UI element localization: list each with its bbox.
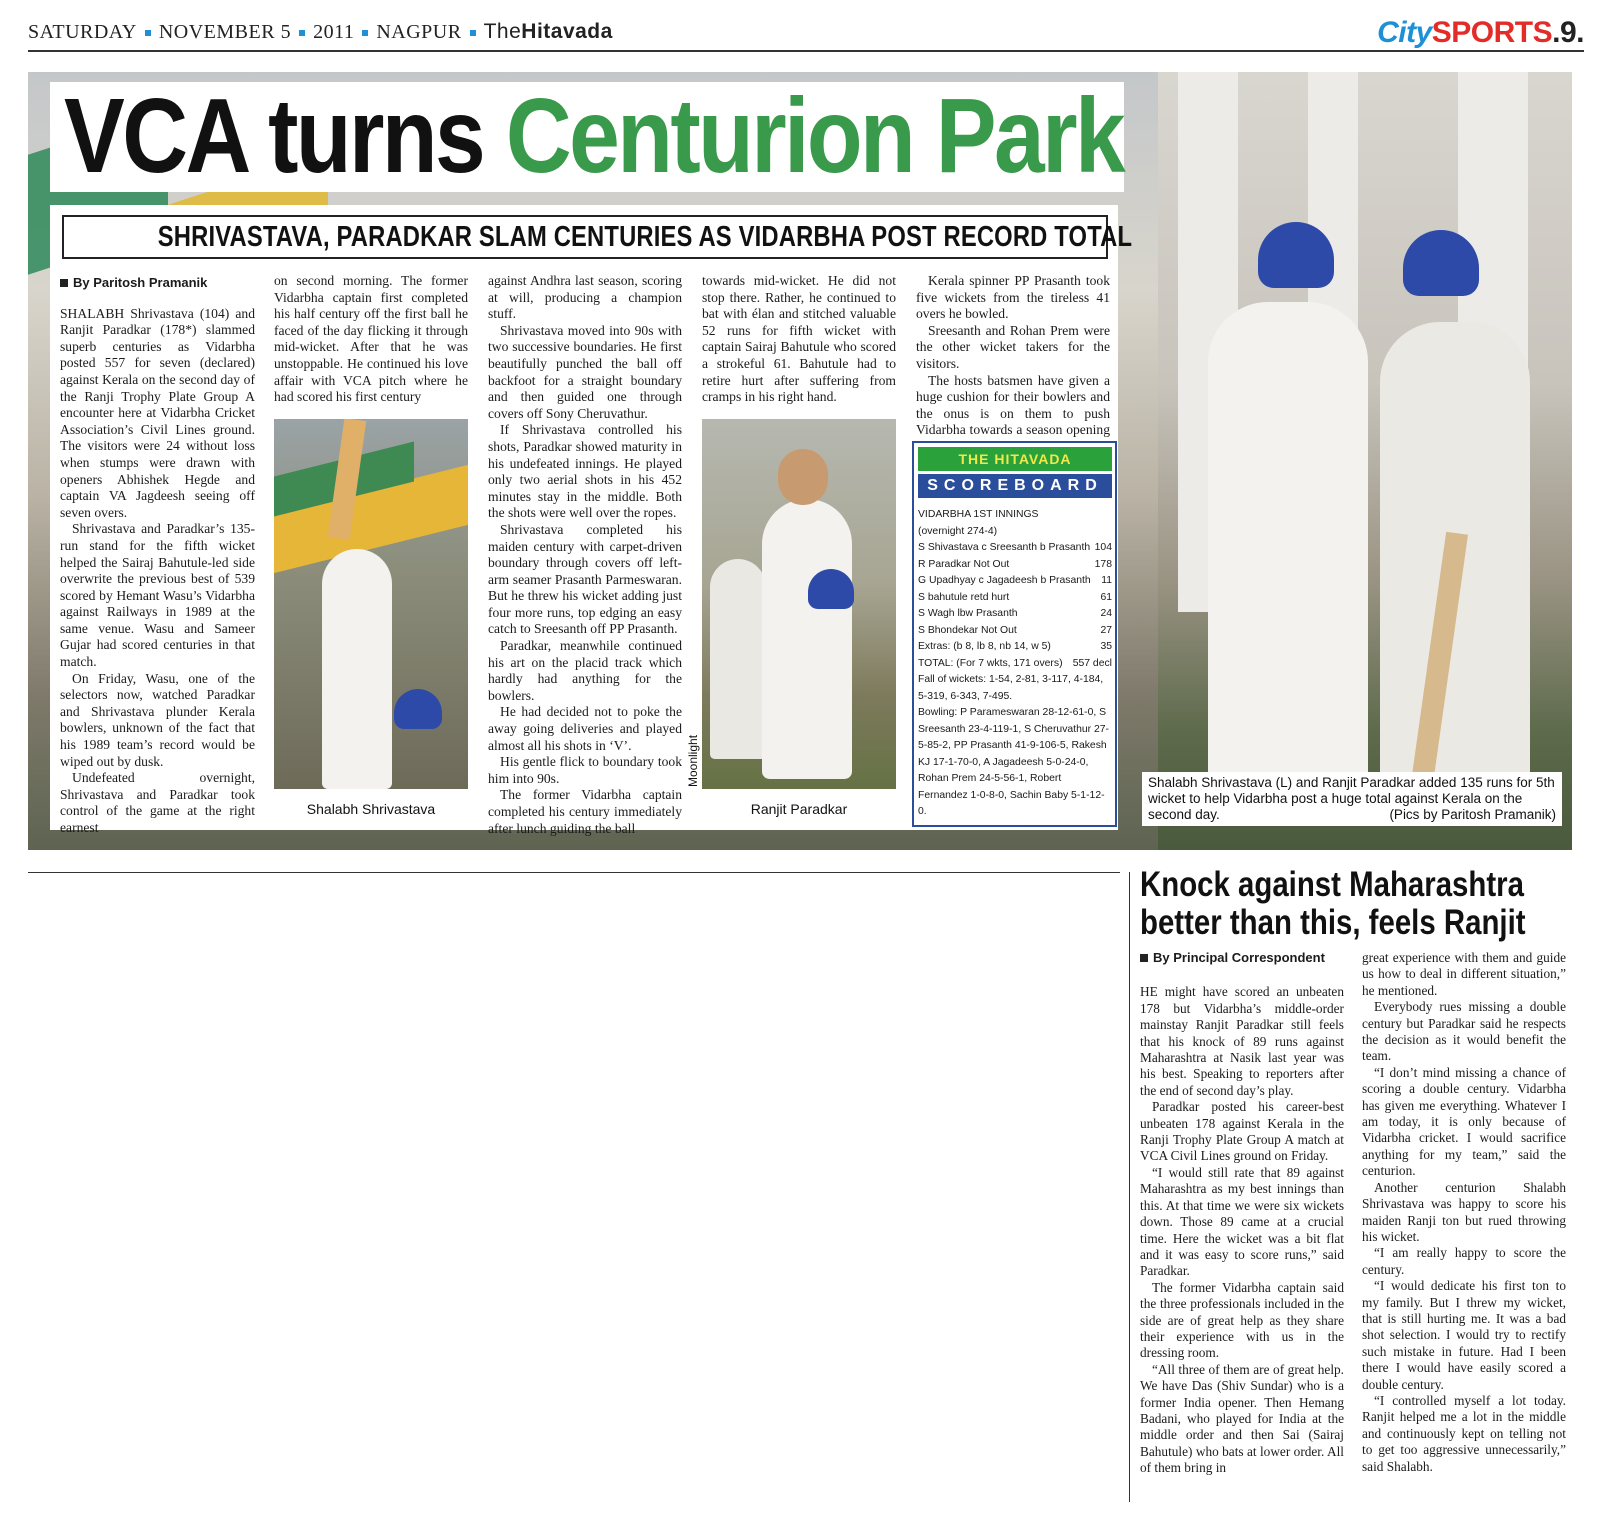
story1-column-2: [274, 273, 468, 406]
batsman-face-shape: [778, 449, 828, 505]
paragraph: Sreesanth and Rohan Prem were the other wicket takers for the visitors.: [916, 322, 1110, 371]
batsman-runs: 11: [1101, 575, 1112, 586]
paragraph: Another centurion Shalabh Shrivastava was happy to score his maiden Ranji ton but rued throwing his wicket.: [1362, 1179, 1566, 1244]
story2-headline-line1: Knock against Maharashtra: [1140, 865, 1524, 904]
story1-column-5: [916, 273, 1110, 456]
batsman-line: S bahutule retd hurt: [918, 591, 1010, 603]
scoreboard-row: [918, 590, 1112, 607]
paragraph: “All three of them are of great help. We have Das (Shiv Sundar) who is a former India opener. Then Hemang Badani, who played for India at the middle order and then Sai (Sairaj Bahutule) who bats at lower order. All of them bring in: [1140, 1361, 1344, 1476]
total-line: TOTAL: (For 7 wkts, 171 overs): [918, 657, 1063, 669]
story2-column-2: [1362, 950, 1566, 1475]
separator-square-icon: [145, 30, 151, 36]
headline: [64, 78, 1123, 195]
fielder-figure: [710, 559, 766, 759]
photo2-caption: Ranjit Paradkar: [750, 801, 848, 817]
story2-headline-line2: better than this, feels Ranjit: [1140, 903, 1526, 942]
main-photo-background: [1158, 72, 1572, 850]
scoreboard-body: [918, 507, 1112, 821]
story-panel: [50, 205, 1133, 836]
total-runs: 557 decl: [1072, 657, 1112, 669]
helmet-icon: [808, 569, 854, 609]
photo-shalabh-shrivastava: [274, 419, 468, 789]
batsman-figure: [322, 549, 392, 789]
batsman-line: S Bhondekar Not Out: [918, 624, 1017, 636]
separator-square-icon: [470, 30, 476, 36]
batsman-figure: [762, 499, 852, 779]
scoreboard-title: SCOREBOARD: [918, 474, 1112, 498]
paragraph: “I don’t mind missing a chance of scoring a double century. Vidarbha has given me everything. Whatever I am today, it is only because of Vidarbha cricket. I would sacrifice anything for my team,” said the centurion.: [1362, 1064, 1566, 1179]
paragraph: “I would still rate that 89 against Maharashtra as my best innings than this. At that time we were six wickets down. Those 89 came at a crucial time. Here the wicket was a bit flat and it was easy to score runs,” said Paradkar.: [1140, 1164, 1344, 1279]
paragraph: The former Vidarbha captain said the three professionals included in the side are of great help as they share their experience with us in the dressing room.: [1140, 1279, 1344, 1361]
story1-byline: [60, 275, 255, 292]
paragraph: Kerala spinner PP Prasanth took five wickets from the tireless 41 overs he bowled.: [916, 273, 1110, 322]
subhead-box: [62, 215, 1133, 259]
batsman-runs: 104: [1094, 542, 1112, 553]
paragraph: Paradkar posted his career-best unbeaten 178 against Kerala in the Ranji Trophy Plate Group A match at VCA Civil Lines ground on Friday.: [1140, 1099, 1344, 1164]
story1-column-1: [60, 275, 255, 837]
helmet-icon: [1258, 222, 1334, 288]
paragraph: Everybody rues missing a double century but Paradkar said he respects the decision as it would benefit the team.: [1362, 999, 1566, 1064]
story1-column-4: [702, 273, 896, 406]
helmet-icon: [1403, 230, 1479, 296]
paper-prefix: The: [483, 20, 522, 43]
date-line: [28, 20, 613, 44]
scoreboard-row: [918, 606, 1112, 623]
paragraph: Shrivastava and Paradkar’s 135-run stand for the fifth wicket helped the Sairaj Bahutule-led side overwrite the previous best of 539 scored by Hemant Wasu’s Vidarbha against Railways in 1989 at the same venue. Wasu and Sameer Gujar had scored centuries in that match.: [60, 521, 255, 670]
headline-part1: VCA turns: [64, 77, 484, 195]
divider-rule: [28, 872, 1120, 873]
headline-box: [50, 77, 1124, 195]
extras-line: Extras: (b 8, lb 8, nb 14, w 5): [918, 641, 1051, 652]
batsman-runs: 61: [1100, 591, 1112, 603]
page-number: .9.: [1552, 16, 1584, 49]
paragraph: Shrivastava completed his maiden century with carpet-driven boundary through covers off left-arm seamer Prasanth Parmeswaran. But he threw his wicket adding just four more runs, top edging an easy catch to Sreesanth off PP Prasanth.: [488, 521, 682, 637]
scoreboard-overnight: (overnight 274-4): [918, 525, 998, 537]
story2-column-1: [1140, 950, 1344, 1477]
main-photo-caption: [1142, 772, 1562, 826]
scoreboard-row: [918, 573, 1112, 590]
extras-runs: 35: [1100, 641, 1112, 652]
section-tag: [1377, 16, 1584, 50]
paragraph: If Shrivastava controlled his shots, Paradkar showed maturity in his undefeated innings. He played only two aerial shots in his 452 minutes stay in the middle. Both the shots were well over the ropes.: [488, 422, 682, 521]
scoreboard-innings: VIDARBHA 1ST INNINGS: [918, 509, 1039, 520]
paragraph: On Friday, Wasu, one of the selectors now, watched Paradkar and Shrivastava plunder Kerala bowlers, unknown of the fact that his 1989 team’s record would be wiped out by dusk.: [60, 670, 255, 769]
separator-square-icon: [299, 30, 305, 36]
batsman-figure-left: [1208, 302, 1368, 822]
paragraph: His gentle flick to boundary took him into 90s.: [488, 754, 682, 786]
batsman-runs: 178: [1094, 558, 1112, 570]
scoreboard: [912, 441, 1117, 827]
batsman-line: S Wagh lbw Prasanth: [918, 608, 1018, 619]
scoreboard-row: [918, 639, 1112, 656]
byline-square-icon: [1140, 954, 1148, 962]
scoreboard-row: [918, 623, 1112, 640]
paragraph: towards mid-wicket. He did not stop there. Rather, he continued to bat with élan and stitched valuable 52 runs for fifth wicket with captain Sairaj Bahutule who scored a strokeful 61. Bahutule had to retire hurt after suffering from cramps in his right hand.: [702, 273, 896, 405]
column-divider: [1129, 872, 1130, 1502]
paragraph: “I would dedicate his first ton to my family. But I threw my wicket, that is still hurting me. It was a bad shot selection. I would try to rectify such mistake in future. Had I been there I would have easily scored a double century.: [1362, 1278, 1566, 1392]
story1-byline-text: By Paritosh Pramanik: [73, 275, 208, 290]
paragraph: The hosts batsmen have given a huge cushion for their bowlers and the onus is on them to push Vidarbha towards a season opening: [916, 372, 1110, 438]
story2-headline: [1140, 865, 1526, 942]
paragraph: Shrivastava moved into 90s with two successive boundaries. He first beautifully punched the ball off backfoot for a straight boundary and then guided one through covers off Sony Cheruvathur.: [488, 322, 682, 421]
byline-square-icon: [60, 279, 68, 287]
section-sports: SPORTS: [1431, 16, 1553, 49]
paragraph: SHALABH Shrivastava (104) and Ranjit Paradkar (178*) slammed superb centuries as Vidarbha posted 557 for seven (declared) against Kerala on the second day of the Ranji Trophy Plate Group A encounter here at Vidarbha Cricket Association’s Civil Lines ground. The visitors were 24 without loss when stumps were drawn with openers Abhishek Hegde and captain VA Jagdeesh seeing off seven overs.: [60, 305, 255, 520]
paper-name: [484, 20, 613, 43]
masthead-date: NOVEMBER 5: [158, 21, 292, 43]
scoreboard-brand: THE HITAVADA: [918, 447, 1112, 471]
masthead-year: 2011: [313, 21, 355, 43]
separator-square-icon: [362, 30, 368, 36]
section-city: City: [1377, 16, 1432, 49]
bowling-figures: Bowling: P Parameswaran 28-12-61-0, S Sreesanth 23-4-119-1, S Cheruvathur 27-5-85-2, PP Prasanth 41-9-106-5, Rakesh KJ 17-1-70-0, A Jagadeesh 5-0-24-0, Rohan Prem 24-5-56-1, Robert Fernandez 1-0-8-0, Sachin Baby 5-1-12-0.: [918, 707, 1109, 817]
paragraph: against Andhra last season, scoring at will, producing a champion stuff.: [488, 273, 682, 322]
batsman-runs: 24: [1100, 608, 1112, 619]
scoreboard-row: [918, 557, 1112, 574]
paragraph: The former Vidarbha captain completed his century immediately after lunch guiding the ball: [488, 787, 682, 836]
paragraph: “I am really happy to score the century.: [1362, 1245, 1566, 1277]
helmet-icon: [394, 689, 442, 729]
story2-byline-text: By Principal Correspondent: [1153, 950, 1325, 965]
paragraph: He had decided not to poke the away going deliveries and played almost all his shots in ‘V’.: [488, 704, 682, 753]
paragraph: great experience with them and guide us how to deal in different situation,” he mentioned.: [1362, 950, 1566, 998]
scoreboard-row: [918, 656, 1112, 673]
fall-of-wickets: Fall of wickets: 1-54, 2-81, 3-117, 4-184, 5-319, 6-343, 7-495.: [918, 674, 1104, 702]
story2-byline: [1140, 950, 1344, 966]
main-caption-text: Shalabh Shrivastava (L) and Ranjit Paradkar added 135 runs for 5th wicket to help Vidarbha post a huge total against Kerala on the second day.: [1148, 775, 1555, 822]
photo-ranjit-paradkar: [702, 419, 896, 789]
paragraph: on second morning. The former Vidarbha captain first completed his half century off the first ball he faced of the day flicking it through mid-wicket. After that he was unstoppable. He continued his love affair with VCA pitch where he had scored his first century: [274, 273, 468, 405]
main-caption-credit: (Pics by Paritosh Pramanik): [1389, 807, 1556, 822]
headline-part2: Centurion Park: [505, 77, 1124, 195]
batsman-line: S Shivastava c Sreesanth b Prasanth: [918, 542, 1091, 553]
subhead: SHRIVASTAVA, PARADKAR SLAM CENTURIES AS VIDARBHA POST RECORD TOTAL: [157, 221, 1133, 253]
batsman-line: G Upadhyay c Jagadeesh b Prasanth: [918, 575, 1091, 586]
masthead: [28, 18, 1584, 52]
masthead-city: NAGPUR: [376, 21, 462, 43]
photo1-caption: Shalabh Shrivastava: [306, 801, 436, 817]
paper-title: Hitavada: [521, 20, 613, 43]
photo-credit: Moonlight: [686, 734, 700, 787]
paragraph: HE might have scored an unbeaten 178 but Vidarbha’s middle-order mainstay Ranjit Paradkar still feels that his knock of 89 runs against Maharashtra at Nasik last year was his best. Speaking to reporters after the end of second day’s play.: [1140, 984, 1344, 1098]
masthead-day: SATURDAY: [28, 21, 137, 43]
batsman-line: R Paradkar Not Out: [918, 558, 1010, 570]
paragraph: Undefeated overnight, Shrivastava and Paradkar took control of the game at the right earnest: [60, 770, 255, 835]
story1-column-3: [488, 273, 682, 837]
scoreboard-row: [918, 540, 1112, 557]
paragraph: Paradkar, meanwhile continued his art on the placid track which hardly had anything for the bowlers.: [488, 638, 682, 703]
batsman-runs: 27: [1100, 624, 1112, 636]
paragraph: “I controlled myself a lot today. Ranjit helped me a lot in the middle and continuously kept on telling not to get too aggressive unnecessarily,” said Shalabh.: [1362, 1392, 1566, 1474]
